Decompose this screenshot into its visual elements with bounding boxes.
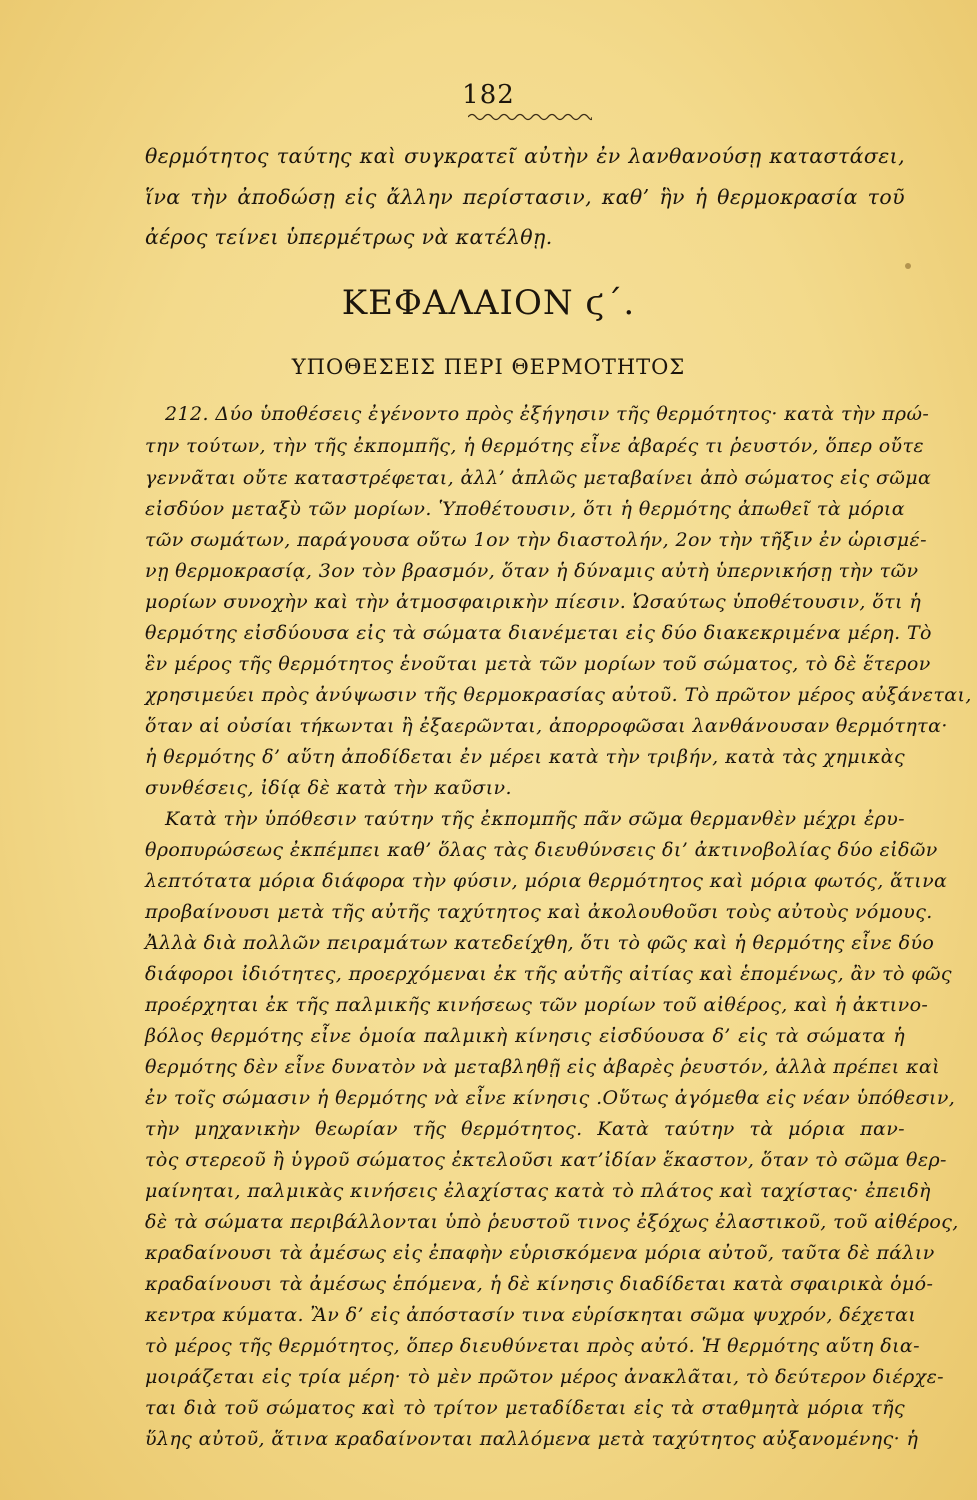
- text-line: προβαίνουσι μετὰ τῆς αὐτῆς ταχύτητος καὶ ἀκολουθοῦσι τοὺς αὐτοὺς νόμους.: [145, 901, 933, 923]
- text-line: κραδαίνουσι τὰ ἀμέσως ἑπόμενα, ἡ δὲ κίνησις διαδίδεται κατὰ σφαιρικὰ ὁμό-: [145, 1273, 934, 1295]
- text-line: γεννᾶται οὔτε καταστρέφεται, ἀλλ’ ἁπλῶς μεταβαίνει ἀπὸ σώματος εἰς σῶμα: [145, 467, 932, 489]
- text-line: εἰσδύον μεταξὺ τῶν μορίων. Ὑποθέτουσιν, ὅτι ἡ θερμότης ἀπωθεῖ τὰ μόρια: [145, 498, 905, 520]
- text-line: ὅταν αἱ οὐσίαι τήκωνται ἢ ἐξαερῶνται, ἀπορροφῶσαι λανθάνουσαν θερμότητα·: [145, 715, 948, 737]
- text-line: τῶν σωμάτων, παράγουσα οὕτω 1ον τὴν διαστολήν, 2ον τὴν τῆξιν ἐν ὡρισμέ-: [145, 529, 927, 551]
- text-line: συνθέσεις, ἰδίᾳ δὲ κατὰ τὴν καῦσιν.: [145, 777, 512, 799]
- wavy-rule-ornament: [468, 112, 592, 122]
- text-line: ται διὰ τοῦ σώματος καὶ τὸ τρίτον μεταδίδεται εἰς τὰ σταθμητὰ μόρια τῆς: [145, 1397, 905, 1419]
- text-line: προέρχηται ἐκ τῆς παλμικῆς κινήσεως τῶν μορίων τοῦ αἰθέρος, καὶ ἡ ἀκτινο-: [145, 994, 929, 1016]
- ink-speck: [905, 263, 911, 269]
- text-line: κεντρα κύματα. Ἂν δ’ εἰς ἀπόστασίν τινα εὑρίσκηται σῶμα ψυχρόν, δέχεται: [145, 1304, 917, 1326]
- text-line: 212. Δύο ὑποθέσεις ἐγένοντο πρὸς ἐξήγησιν τῆς θερμότητος· κατὰ τὴν πρώ-: [165, 403, 930, 425]
- text-line: θροπυρώσεως ἐκπέμπει καθ’ ὅλας τὰς διευθύνσεις δι’ ἀκτινοβολίας δύο εἰδῶν: [145, 839, 938, 861]
- chapter-subtitle: ΥΠΟΘΕΣΕΙΣ ΠΕΡΙ ΘΕΡΜΟΤΗΤΟΣ: [291, 355, 686, 379]
- text-line: θερμότης εἰσδύουσα εἰς τὰ σώματα διανέμεται εἰς δύο διακεκριμένα μέρη. Τὸ: [145, 622, 932, 644]
- text-line: μοιράζεται εἰς τρία μέρη· τὸ μὲν πρῶτον μέρος ἀνακλᾶται, τὸ δεύτερον διέρχε-: [145, 1366, 944, 1388]
- text-line: χρησιμεύει πρὸς ἀνύψωσιν τῆς θερμοκρασίας αὐτοῦ. Τὸ πρῶτον μέρος αὐξάνεται,: [145, 684, 972, 706]
- text-line: λεπτότατα μόρια διάφορα τὴν φύσιν, μόρια θερμότητος καὶ μόρια φωτός, ἅτινα: [145, 870, 948, 892]
- text-line: ἡ θερμότης δ’ αὕτη ἀποδίδεται ἐν μέρει κατὰ τὴν τριβήν, κατὰ τὰς χημικὰς: [145, 746, 905, 768]
- text-line: ἀέρος τείνει ὑπερμέτρως νὰ κατέλθῃ.: [145, 225, 553, 249]
- text-line: τὸς στερεοῦ ἢ ὑγροῦ σώματος ἐκτελοῦσι κατ’ἰδίαν ἕκαστον, ὅταν τὸ σῶμα θερ-: [145, 1149, 947, 1171]
- text-line: νῃ θερμοκρασίᾳ, 3ον τὸν βρασμόν, ὅταν ἡ δύναμις αὐτὴ ὑπερνικήσῃ τὴν τῶν: [145, 560, 919, 582]
- text-line: ἵνα τὴν ἀποδώσῃ εἰς ἄλλην περίστασιν, καθ’ ἣν ἡ θερμοκρασία τοῦ: [145, 185, 905, 209]
- text-line: ἐν τοῖς σώμασιν ἡ θερμότης νὰ εἶνε κίνησις .Οὕτως ἀγόμεθα εἰς νέαν ὑπόθεσιν,: [145, 1087, 956, 1109]
- text-line: θερμότης δὲν εἶνε δυνατὸν νὰ μεταβληθῇ εἰς ἀβαρὲς ῥευστόν, ἀλλὰ πρέπει καὶ: [145, 1056, 940, 1078]
- text-line: τὸ μέρος τῆς θερμότητος, ὅπερ διευθύνεται πρὸς αὐτό. Ἡ θερμότης αὕτη δια-: [145, 1335, 920, 1357]
- chapter-title: ΚΕΦΑΛΑΙΟΝ ϛ΄.: [341, 283, 636, 323]
- text-line: ὕλης αὐτοῦ, ἅτινα κραδαίνονται παλλόμενα μετὰ ταχύτητος αὐξανομένης· ἡ: [145, 1428, 919, 1450]
- text-line: μορίων συνοχὴν καὶ τὴν ἀτμοσφαιρικὴν πίεσιν. Ὡσαύτως ὑποθέτουσιν, ὅτι ἡ: [145, 591, 922, 613]
- text-line: βόλος θερμότης εἶνε ὁμοία παλμικὴ κίνησις εἰσδύουσα δ’ εἰς τὰ σώματα ἡ: [145, 1025, 905, 1047]
- text-line: μαίνηται, παλμικὰς κινήσεις ἐλαχίστας κατὰ τὸ πλάτος καὶ ταχίστας· ἐπειδὴ: [145, 1180, 931, 1202]
- text-line: Ἀλλὰ διὰ πολλῶν πειραμάτων κατεδείχθη, ὅτι τὸ φῶς καὶ ἡ θερμότης εἶνε δύο: [145, 932, 935, 954]
- page-number: 182: [462, 80, 515, 110]
- text-line: την τούτων, τὴν τῆς ἐκπομπῆς, ἡ θερμότης εἶνε ἀβαρές τι ῥευστόν, ὅπερ οὔτε: [145, 435, 925, 457]
- text-line: τὴν μηχανικὴν θεωρίαν τῆς θερμότητος. Κατὰ ταύτην τὰ μόρια παν-: [145, 1118, 905, 1140]
- text-line: θερμότητος ταύτης καὶ συγκρατεῖ αὐτὴν ἐν λανθανούσῃ καταστάσει,: [145, 144, 905, 168]
- text-line: δὲ τὰ σώματα περιβάλλονται ὑπὸ ῥευστοῦ τινος ἐξόχως ἐλαστικοῦ, τοῦ αἰθέρος,: [145, 1211, 959, 1233]
- text-line: Κατὰ τὴν ὑπόθεσιν ταύτην τῆς ἐκπομπῆς πᾶν σῶμα θερμανθὲν μέχρι ἐρυ-: [165, 808, 905, 830]
- text-line: ἓν μέρος τῆς θερμότητος ἑνοῦται μετὰ τῶν μορίων τοῦ σώματος, τὸ δὲ ἕτερον: [145, 653, 931, 675]
- text-line: κραδαίνουσι τὰ ἀμέσως εἰς ἐπαφὴν εὑρισκόμενα μόρια αὐτοῦ, ταῦτα δὲ πάλιν: [145, 1242, 935, 1264]
- text-line: διάφοροι ἰδιότητες, προερχόμεναι ἐκ τῆς αὐτῆς αἰτίας καὶ ἑπομένως, ἂν τὸ φῶς: [145, 963, 952, 985]
